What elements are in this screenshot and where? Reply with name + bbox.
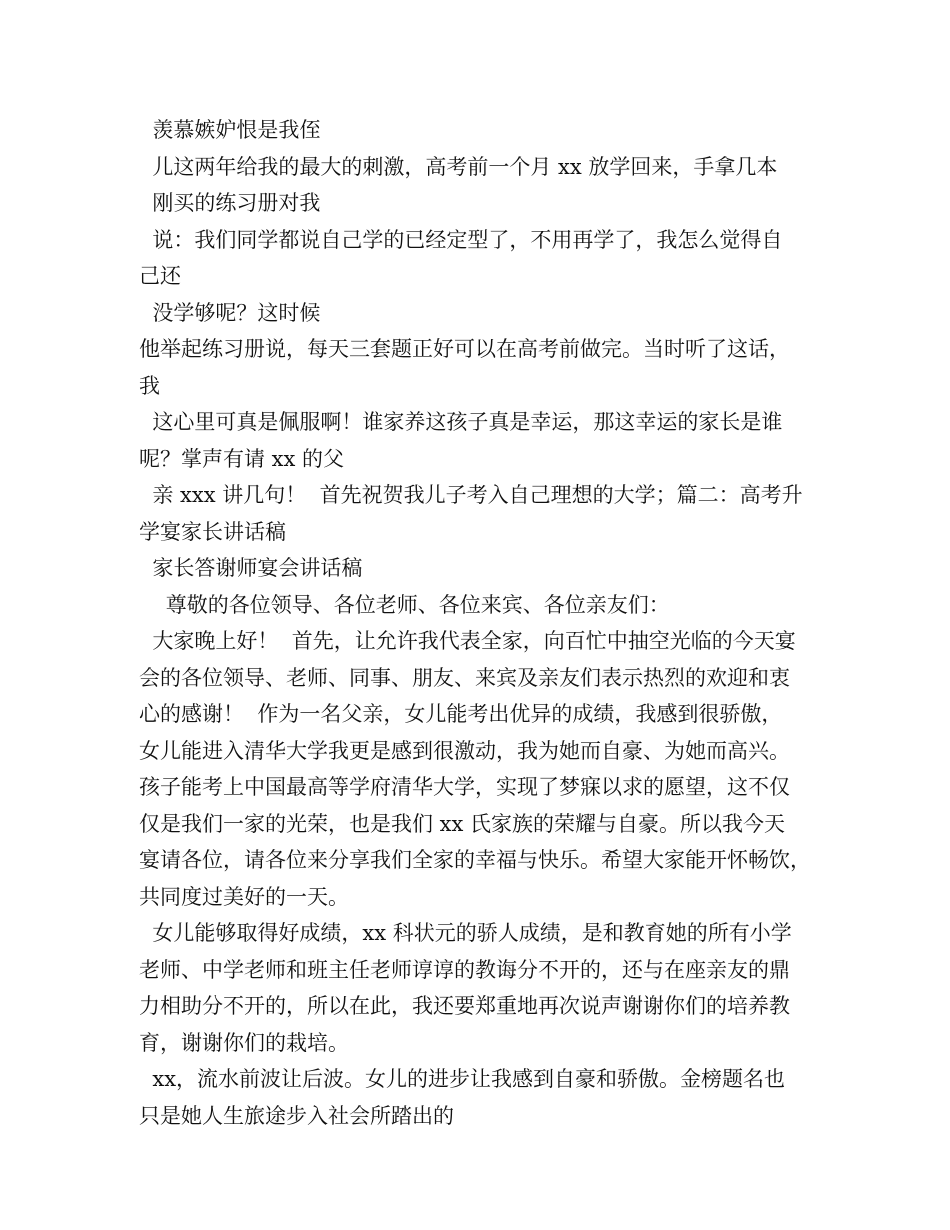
text-line: 刚买的练习册对我 bbox=[139, 191, 321, 215]
text-line: 老师、中学老师和班主任老师谆谆的教诲分不开的，还与在座亲友的鼎 bbox=[139, 957, 790, 982]
document-body bbox=[139, 112, 829, 1134]
text-line: 儿这两年给我的最大的刺激，高考前一个月 xx 放学回来，手拿几本 bbox=[139, 154, 778, 179]
text-line: 尊敬的各位领导、各位老师、各位来宾、各位亲友们： bbox=[139, 592, 670, 617]
text-line: xx，流水前波让后波。女儿的进步让我感到自豪和骄傲。金榜题名也 bbox=[139, 1067, 786, 1091]
text-line: 只是她人生旅途步入社会所踏出的 bbox=[139, 1103, 454, 1128]
text-line: 这心里可真是佩服啊！谁家养这孩子真是幸运，那这幸运的家长是谁 bbox=[139, 410, 783, 434]
text-line: 呢？掌声有请 xx 的父 bbox=[139, 446, 345, 471]
text-line: 没学够呢？这时候 bbox=[139, 300, 321, 325]
text-line: 会的各位领导、老师、同事、朋友、来宾及亲友们表示热烈的欢迎和衷 bbox=[139, 665, 790, 690]
text-line: 共同度过美好的一天。 bbox=[139, 884, 349, 909]
text-line: 女儿能够取得好成绩，xx 科状元的骄人成绩，是和教育她的所有小学 bbox=[139, 921, 792, 945]
text-line: 大家晚上好！ 首先，让允许我代表全家，向百忙中抽空光临的今天宴 bbox=[139, 629, 796, 653]
text-line: 女儿能进入清华大学我更是感到很激动，我为她而自豪、为她而高兴。 bbox=[139, 738, 790, 763]
text-line: 他举起练习册说，每天三套题正好可以在高考前做完。当时听了这话， bbox=[139, 337, 790, 361]
text-line: 己还 bbox=[139, 264, 181, 288]
text-line: 羡慕嫉妒恨是我侄 bbox=[139, 118, 321, 142]
text-line: 亲 xxx 讲几句！ 首先祝贺我儿子考入自己理想的大学；篇二：高考升 bbox=[139, 483, 803, 507]
text-line: 力相助分不开的，所以在此，我还要郑重地再次说声谢谢你们的培养教 bbox=[139, 994, 790, 1018]
text-line: 学宴家长讲话稿 bbox=[139, 519, 286, 544]
text-line: 家长答谢师宴会讲话稿 bbox=[139, 556, 363, 580]
text-line: 育，谢谢你们的栽培。 bbox=[139, 1030, 349, 1055]
text-line: 孩子能考上中国最高等学府清华大学，实现了梦寐以求的愿望，这不仅 bbox=[139, 775, 790, 799]
text-line: 心的感谢！ 作为一名父亲，女儿能考出优异的成绩，我感到很骄傲， bbox=[139, 702, 783, 726]
text-line: 说：我们同学都说自己学的已经定型了，不用再学了，我怎么觉得自 bbox=[139, 227, 783, 252]
text-line: 仅是我们一家的光荣，也是我们 xx 氏家族的荣耀与自豪。所以我今天 bbox=[139, 811, 786, 836]
text-line: 我 bbox=[139, 373, 160, 398]
text-line: 宴请各位，请各位来分享我们全家的幸福与快乐。希望大家能开怀畅饮， bbox=[139, 848, 811, 872]
